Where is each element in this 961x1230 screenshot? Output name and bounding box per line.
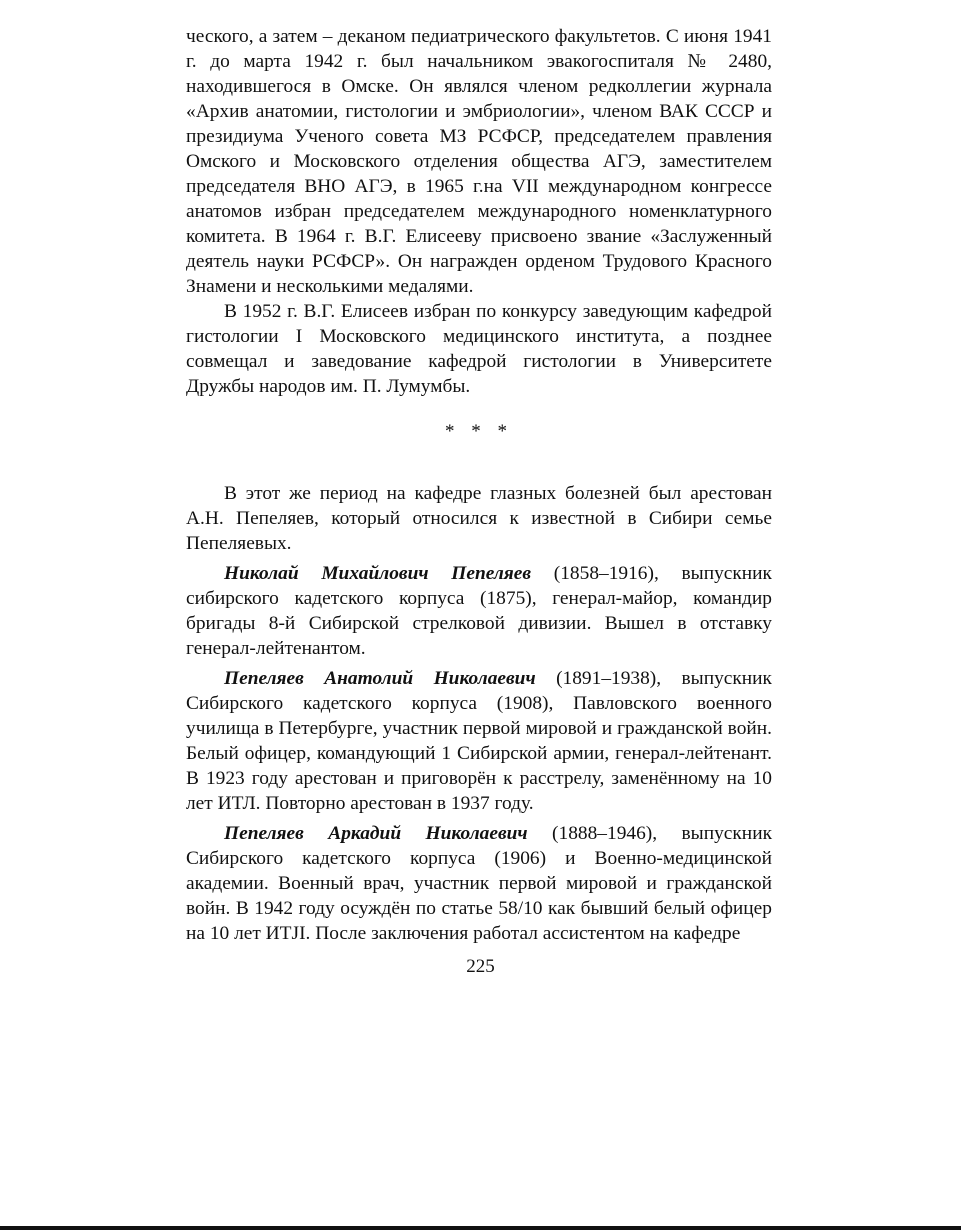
entry-paragraph-1 (186, 561, 772, 661)
paragraph-2: В 1952 г. В.Г. Елисеев избран по конкурсу заведующим кафедрой гистологии I Московского медицинского института, а позднее совмещал и заведование кафедрой гистологии в Университете Дружбы народов им. П. Лумумбы. (186, 301, 772, 397)
paragraph-1: ческого, а затем – деканом педиатрического факультетов. С июня 1941 г. до марта 1942 г. был начальником эвакогоспиталя № 2480, находившегося в Омске. Он являлся членом редколлегии журнала «Архив анатомии, гистологии и эмбриологии», членом ВАК СССР и президиума Ученого совета МЗ РСФСР, председателем правления Омского и Московского отделения общества АГЭ, заместителем председателя ВНО АГЭ, в 1965 г.на VII международном конгрессе анатомов избран председателем международного номенклатурного комитета. В 1964 г. В.Г. Елисееву присвоено звание «Заслуженный деятель науки РСФСР». Он награжден орденом Трудового Красного Знамени и несколькими медалями. (186, 26, 772, 297)
bottom-rule (0, 1226, 961, 1230)
text-block-top (186, 24, 772, 399)
entry-name-3: Пепеляев Аркадий Николаевич (224, 823, 528, 844)
entry-name-2: Пепеляев Анатолий Николаевич (224, 668, 536, 689)
text-block-bottom (186, 481, 772, 946)
entry-text-3: (1888–1946), выпускник Сибирского кадетского корпуса (1906) и Военно-медицинской академии. Военный врач, участник первой мировой и гражданской войн. В 1942 году осуждён по статье 58/10 как бывший белый офицер на 10 лет ИТJI. После заключения работал ассистентом на кафедре (186, 823, 772, 944)
entry-text-1: (1858–1916), выпускник сибирского кадетского корпуса (1875), генерал-майор, командир бригады 8-й Сибирской стрелковой дивизии. Вышел в отставку генерал-лейтенантом. (186, 563, 772, 659)
entry-paragraph-3 (186, 821, 772, 946)
page-body (186, 24, 772, 946)
entry-name-1: Николай Михайлович Пепеляев (224, 563, 532, 584)
entry-paragraph-2 (186, 666, 772, 816)
intro-paragraph: В этот же период на кафедре глазных болезней был арестован А.Н. Пепеляев, который относился к известной в Сибири семье Пепеляевых. (186, 483, 772, 554)
section-break: * * * (445, 421, 513, 442)
entry-text-2: (1891–1938), выпускник Сибирского кадетского корпуса (1908), Павловского военного училища в Петербурге, участник первой мировой и гражданской войн. Белый офицер, командующий 1 Сибирской армии, генерал-лейтенант. В 1923 году арестован и приговорён к расстрелу, заменённому на 10 лет ИТЛ. Повторно арестован в 1937 году. (186, 668, 772, 814)
page-number: 225 (466, 956, 495, 977)
